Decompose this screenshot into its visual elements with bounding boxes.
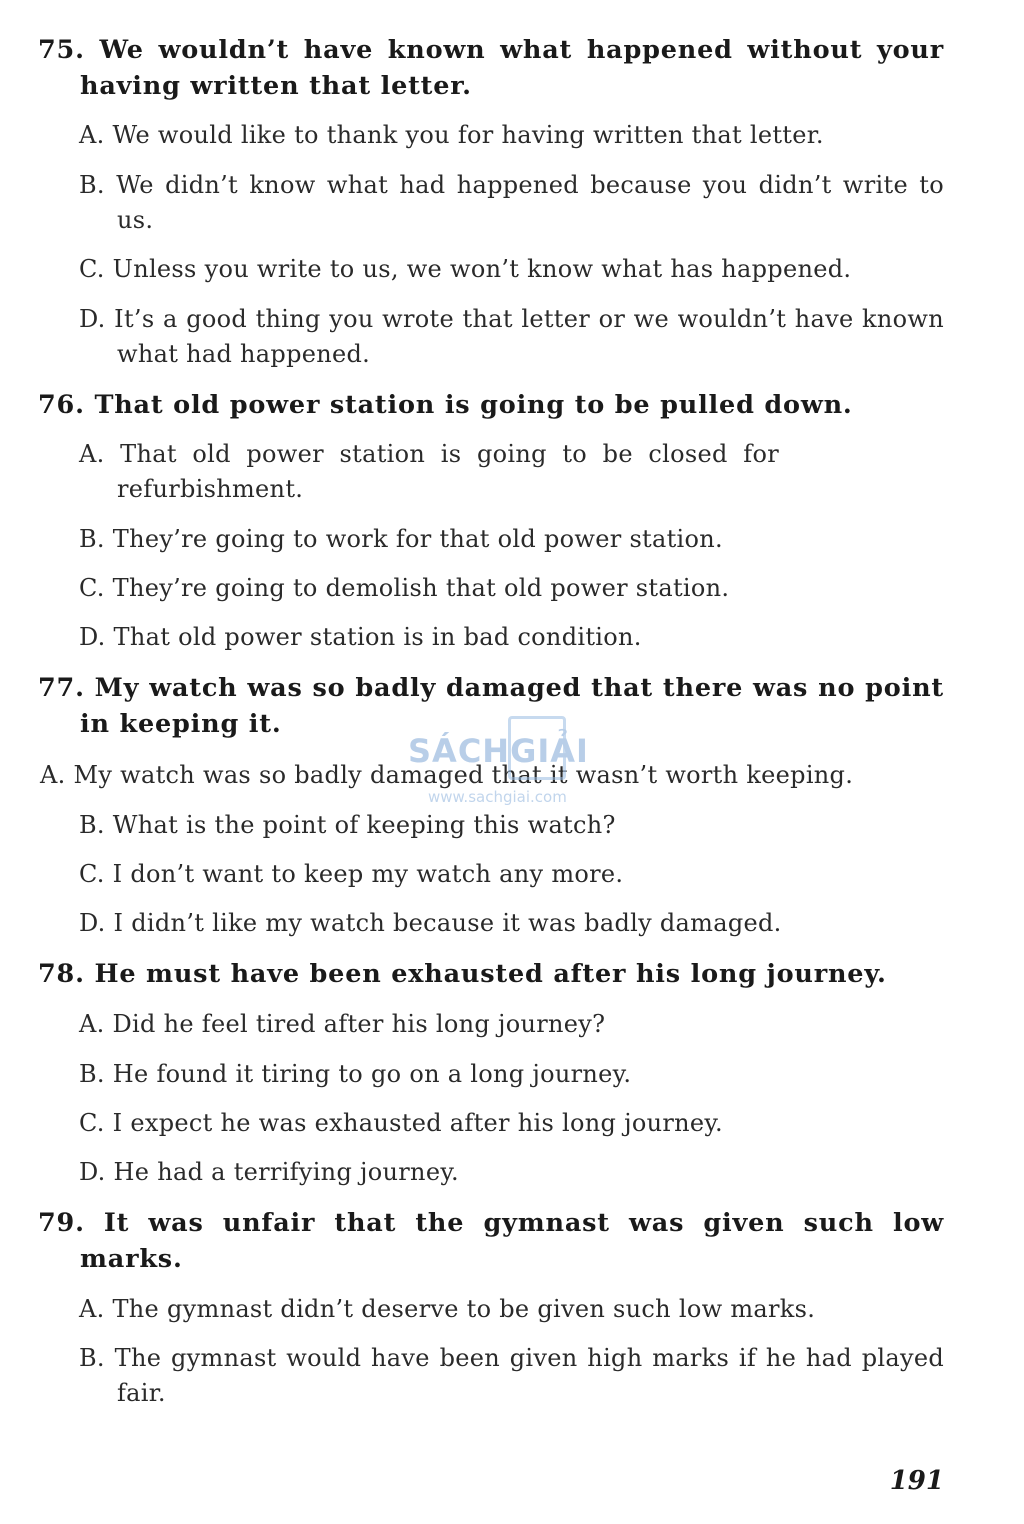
question-76 [38, 387, 944, 423]
question-text: 75. We wouldn’t have known what happened without your having written that letter. [38, 35, 944, 101]
option-79-a: A. The gymnast didn’t deserve to be given such low marks. [79, 1295, 816, 1323]
option-76-b: B. They’re going to work for that old power station. [79, 525, 723, 553]
question-78 [38, 956, 944, 992]
option-76-c: C. They’re going to demolish that old power station. [79, 574, 730, 602]
option-78-a: A. Did he feel tired after his long journey? [79, 1010, 606, 1038]
option-78-d: D. He had a terrifying journey. [79, 1158, 459, 1186]
watermark-brand: SÁCHGIẢI [408, 732, 589, 770]
option-76-d: D. That old power station is in bad condition. [79, 623, 642, 651]
option-75-a: A. We would like to thank you for having written that letter. [79, 121, 824, 149]
question-text: 77. My watch was so badly damaged that there was no point in keeping it. [38, 673, 944, 739]
option-75-b: B. We didn’t know what had happened because you didn’t write to us. [79, 171, 944, 234]
option-77-b: B. What is the point of keeping this watch? [79, 811, 616, 839]
question-75 [38, 32, 944, 104]
option-77-c: C. I don’t want to keep my watch any more. [79, 860, 624, 888]
question-text: 76. That old power station is going to be pulled down. [38, 390, 853, 420]
question-text: 78. He must have been exhausted after his long journey. [38, 959, 887, 989]
option-76-a: A. That old power station is going to be closed for refurbishment. [79, 440, 779, 503]
watermark-logo [408, 714, 618, 810]
option-79-b: B. The gymnast would have been given high marks if he had played fair. [79, 1344, 944, 1407]
option-78-b: B. He found it tiring to go on a long journey. [79, 1060, 632, 1088]
option-78-c: C. I expect he was exhausted after his long journey. [79, 1109, 723, 1137]
page-number: 191 [889, 1466, 944, 1496]
option-77-d: D. I didn’t like my watch because it was badly damaged. [79, 909, 782, 937]
option-77-a: A. My watch was so badly damaged that it wasn’t worth keeping. [40, 761, 854, 789]
option-75-d: D. It’s a good thing you wrote that letter or we wouldn’t have known what had happened. [79, 305, 944, 368]
question-text: 79. It was unfair that the gymnast was given such low marks. [38, 1208, 944, 1274]
question-79 [38, 1205, 944, 1277]
option-75-c: C. Unless you write to us, we won’t know what has happened. [79, 255, 852, 283]
watermark-url: www.sachgiai.com [428, 788, 567, 806]
